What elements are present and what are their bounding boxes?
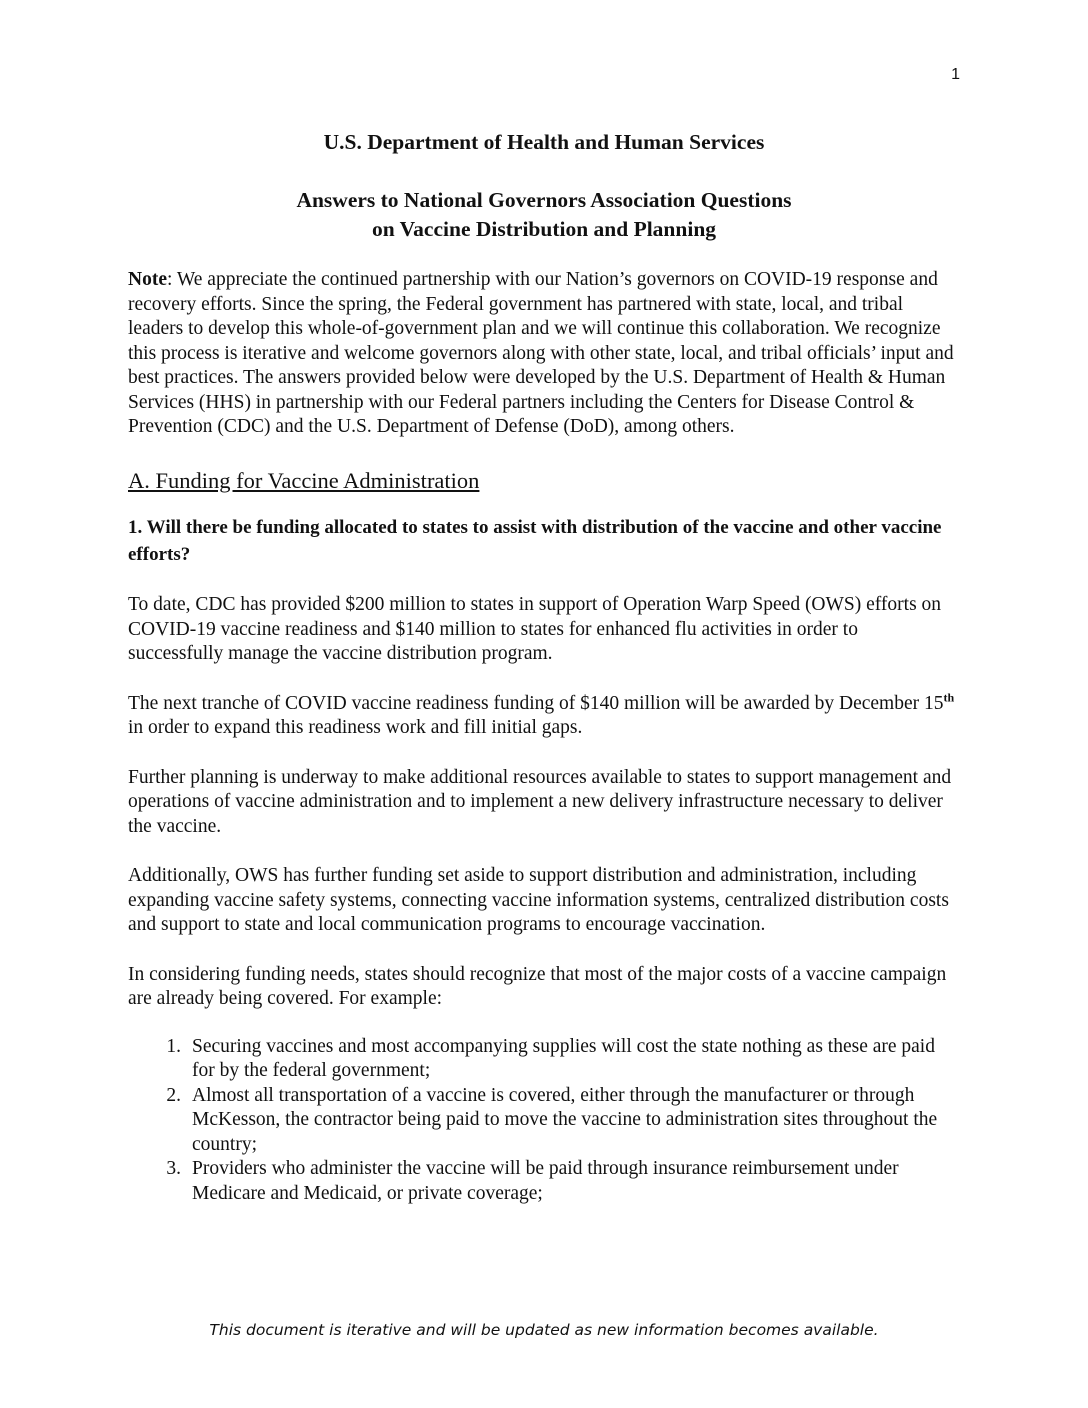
document-subtitle [0,186,1088,244]
document-title: U.S. Department of Health and Human Services [323,130,765,154]
page-number: 1 [951,66,960,83]
examples-list [128,1035,958,1207]
list-item [128,1157,958,1206]
list-item-number: 1. [166,1035,181,1057]
document-body [128,268,958,1206]
paragraph-4: Additionally, OWS has further funding set aside to support distribution and administration, including expanding vaccine safety systems, connecting vaccine information systems, centralized distribution costs and support to state and local communication programs to encourage vaccination. [128,865,949,935]
list-item-number: 2. [166,1084,181,1106]
subtitle-line-1: Answers to National Governors Association Questions [296,188,792,212]
subtitle-line-2: on Vaccine Distribution and Planning [371,217,717,241]
paragraph-2 [128,692,958,741]
list-item-number: 3. [166,1158,181,1179]
list-item-text: Providers who administer the vaccine will be paid through insurance reimbursement under Medicare and Medicaid, or private coverage; [192,1158,899,1204]
paragraph-1: To date, CDC has provided $200 million to states in support of Operation Warp Speed (OWS) efforts on COVID-19 vaccine readiness and $140 million to states for enhanced flu activities in order to successfully manage the vaccine distribution program. [128,594,942,664]
list-item-text: Almost all transportation of a vaccine is covered, either through the manufacturer or through McKesson, the contractor being paid to move the vaccine to administration sites throughout the country; [192,1084,938,1155]
note-paragraph [128,268,958,440]
list-item-text: Securing vaccines and most accompanying supplies will cost the state nothing as these are paid for by the federal government; [192,1035,935,1081]
superscript-th: th [943,690,955,704]
list-item [128,1035,958,1084]
note-text: : We appreciate the continued partnership with our Nation’s governors on COVID-19 response and recovery efforts. Since the spring, the Federal government has partnered with state, local, and tribal leaders to develop this whole-of-government plan and we will continue this collaboration. We recognize this process is iterative and welcome governors along with other state, local, and tribal officials’ input and best practices. The answers provided below were developed by the U.S. Department of Health & Human Services (HHS) in partnership with our Federal partners including the Centers for Disease Control & Prevention (CDC) and the U.S. Department of Defense (DoD), among others. [128,269,954,437]
note-label: Note [128,269,167,290]
question-1: 1. Will there be funding allocated to states to assist with distribution of the vaccine and other vaccine efforts? [128,517,942,565]
list-item [128,1084,958,1158]
paragraph-3: Further planning is underway to make additional resources available to states to support management and operations of vaccine administration and to implement a new delivery infrastructure necessary to deliver the vaccine. [128,766,952,837]
paragraph-2-tail: in order to expand this readiness work and fill initial gaps. [128,717,583,738]
page-footer: This document is iterative and will be updated as new information becomes available. [209,1321,879,1339]
section-heading: A. Funding for Vaccine Administration [128,467,480,493]
paragraph-2-text: The next tranche of COVID vaccine readiness funding of $140 million will be awarded by December 15 [128,692,944,714]
paragraph-5: In considering funding needs, states should recognize that most of the major costs of a vaccine campaign are already being covered. For example: [128,963,947,1009]
